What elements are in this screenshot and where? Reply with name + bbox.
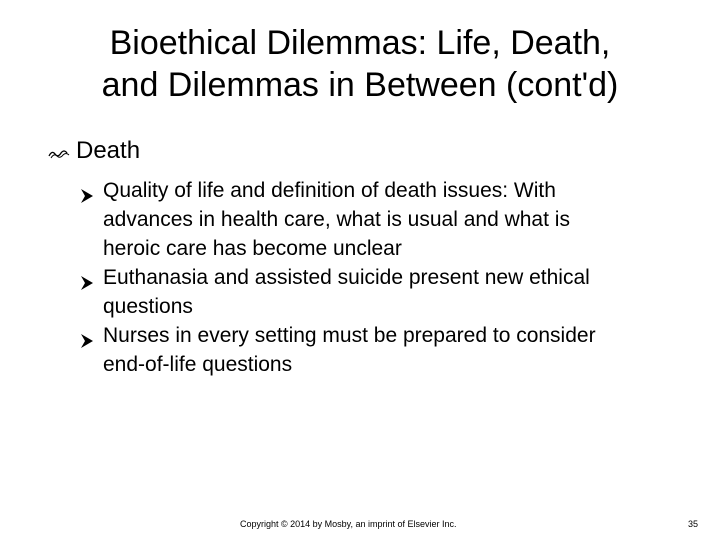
- list-item-line: end-of-life questions: [103, 353, 293, 376]
- heading-label: Death: [76, 137, 141, 164]
- list-item-line: Euthanasia and assisted suicide present new ethical: [103, 266, 590, 289]
- copyright-footer: Copyright © 2014 by Mosby, an imprint of Elsevier Inc.: [240, 519, 457, 529]
- list-item-line: Nurses in every setting must be prepared to consider: [103, 324, 596, 347]
- list-item-line: heroic care has become unclear: [103, 237, 402, 260]
- arrowhead-bullet-icon: [80, 183, 94, 199]
- wave-bullet-icon: [48, 146, 70, 156]
- arrowhead-bullet-icon: [80, 328, 94, 344]
- bullet-list: [78, 176, 678, 379]
- slide-title-line-2: and Dilemmas in Between (cont'd): [101, 66, 619, 104]
- arrowhead-bullet-icon: [80, 270, 94, 286]
- list-item: [78, 176, 678, 263]
- list-item-line: advances in health care, what is usual and what is: [103, 208, 570, 231]
- heading-item: [48, 136, 140, 166]
- slide-title: [20, 22, 700, 106]
- slide-title-line-1: Bioethical Dilemmas: Life, Death,: [109, 24, 611, 62]
- list-item-line: Quality of life and definition of death issues: With: [103, 179, 556, 202]
- page-number: 35: [688, 519, 699, 529]
- list-item: [78, 263, 678, 321]
- list-item-line: questions: [103, 295, 193, 318]
- list-item: [78, 321, 678, 379]
